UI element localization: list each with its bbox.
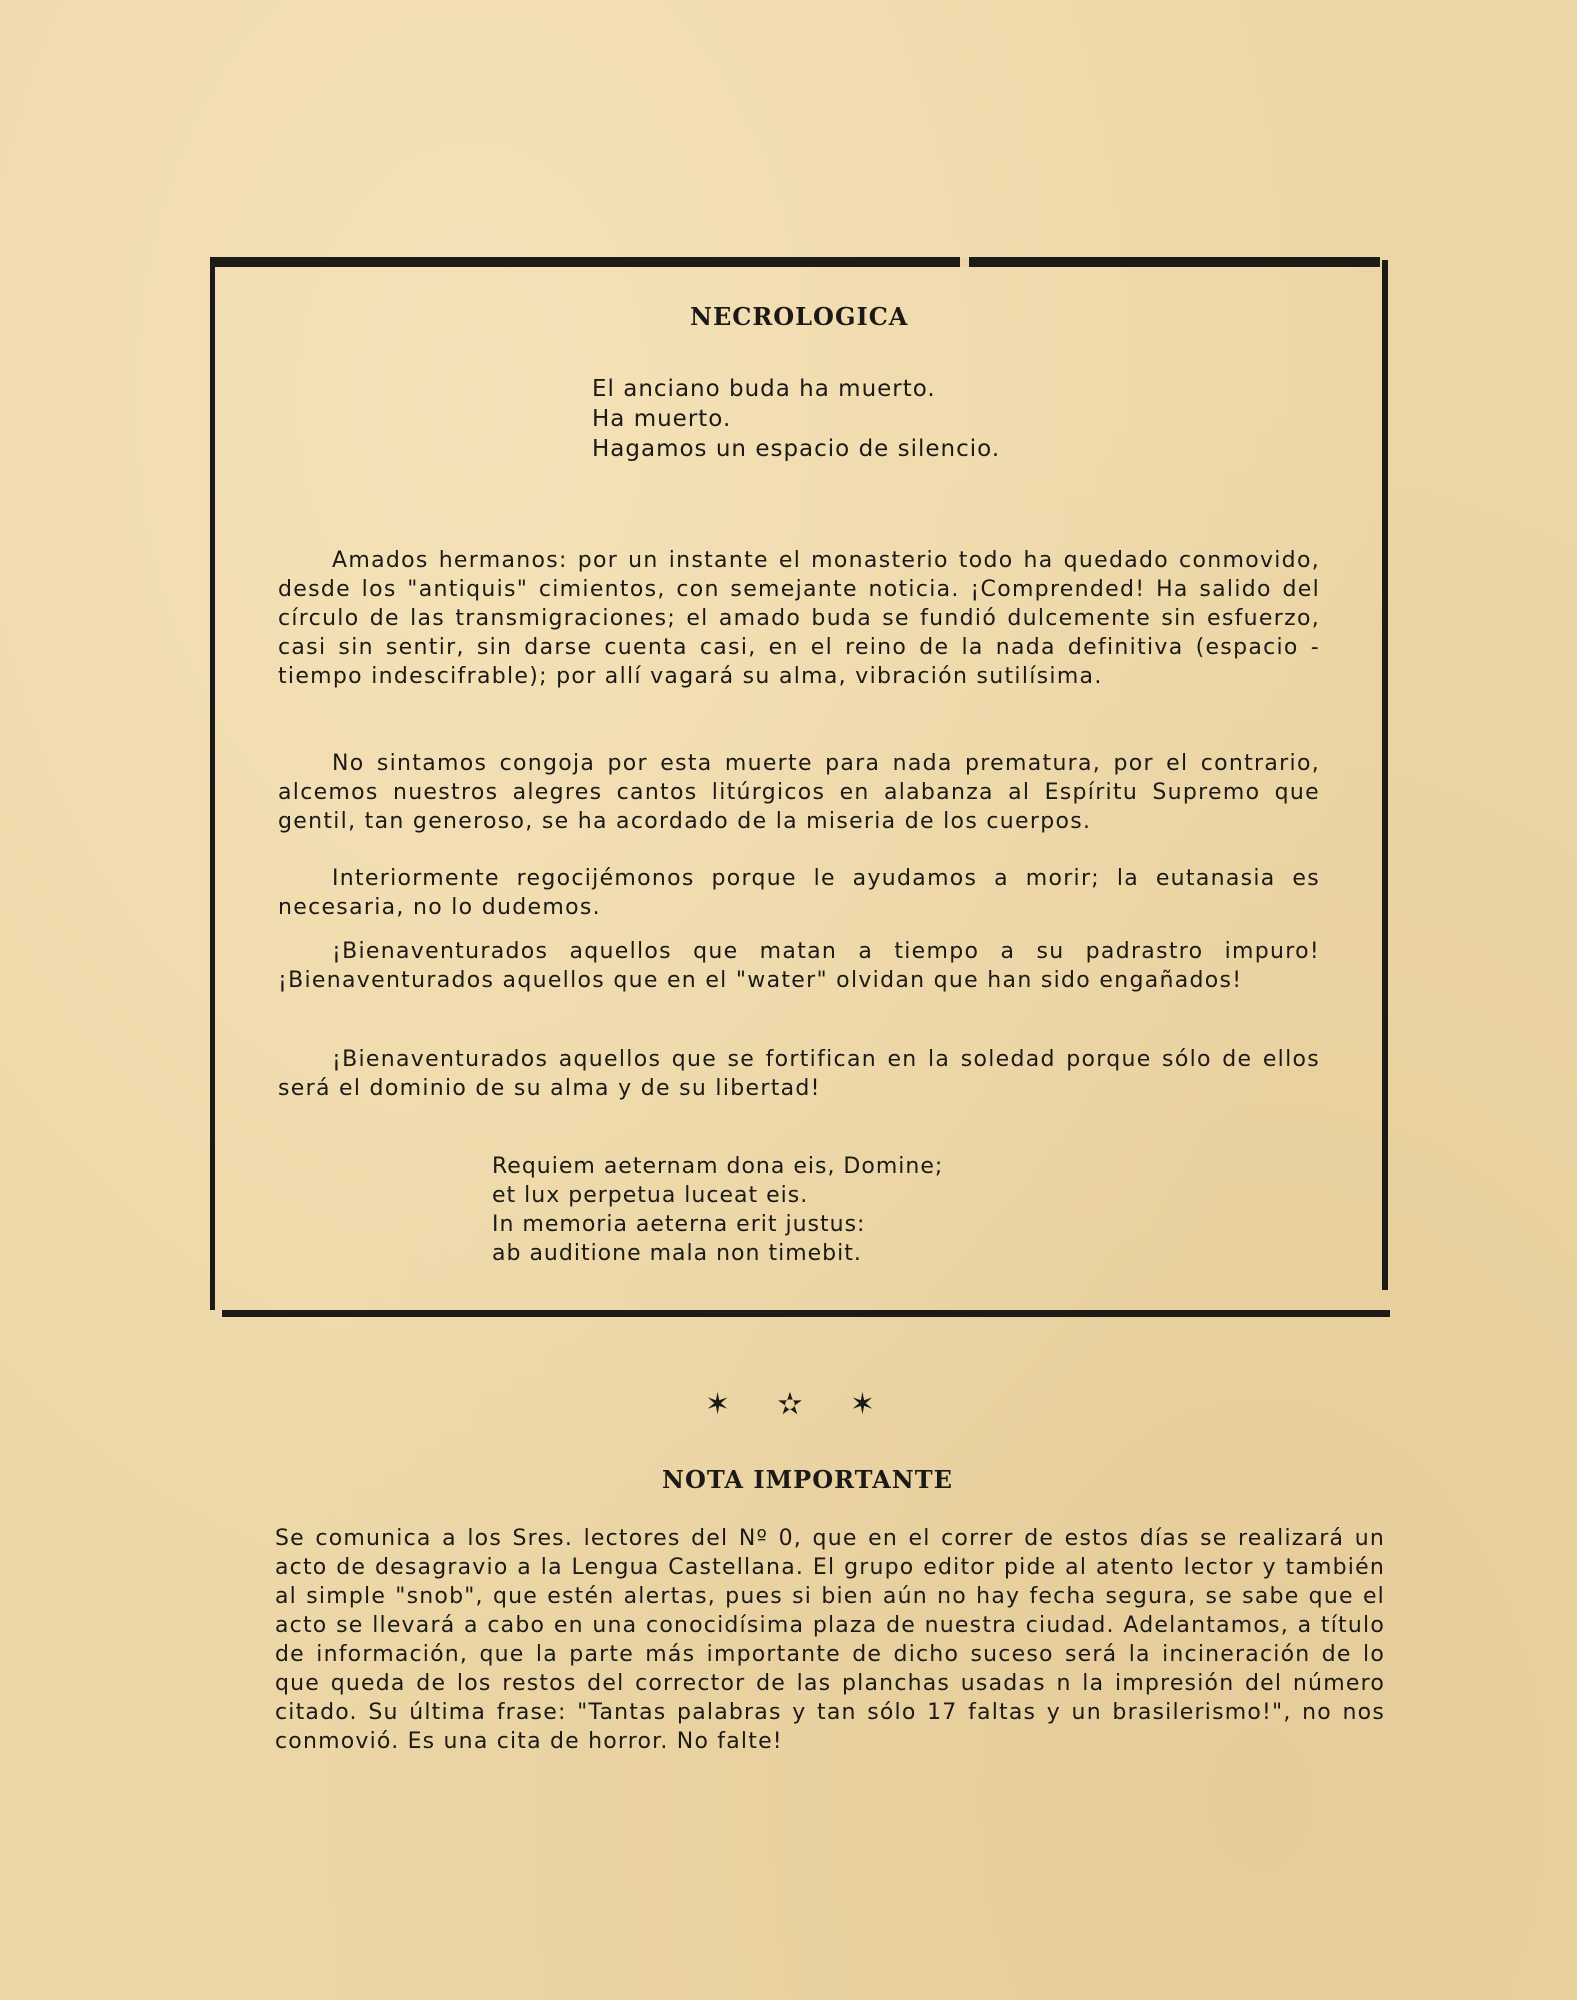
box-top-border bbox=[210, 257, 1380, 267]
verse-line: El anciano buda ha muerto. bbox=[592, 376, 936, 402]
prayer-line: In memoria aeterna erit justus: bbox=[492, 1212, 866, 1237]
star-icon: ✶ bbox=[849, 1387, 875, 1422]
prayer-line: ab auditione mala non timebit. bbox=[492, 1241, 862, 1266]
box-bottom-border bbox=[222, 1310, 1390, 1317]
box-left-border bbox=[210, 260, 215, 1310]
paragraph: Interiormente regocijémonos porque le ayudamos a morir; la eutanasia es necesaria, no lo dudemos. bbox=[278, 866, 1320, 920]
box-right-border bbox=[1382, 260, 1388, 1290]
star-icon: ✶ bbox=[705, 1387, 731, 1422]
verse-line: Ha muerto. bbox=[592, 406, 732, 432]
necrologica-title: NECROLOGICA bbox=[690, 302, 909, 331]
opening-verse bbox=[592, 374, 1000, 464]
prayer-line: et lux perpetua luceat eis. bbox=[492, 1183, 809, 1208]
outline-star-icon: ✫ bbox=[777, 1387, 803, 1422]
nota-paragraph: Se comunica a los Sres. lectores del Nº 0, que en el correr de estos días se realizará un acto de desagravio a la Lengua Castellana. El grupo editor pide al atento lector y también al simple "snob", que estén alertas, pues si bien aún no hay fecha segura, se sabe que el acto se llevará a cabo en una conocidísima plaza de nuestra ciudad. Adelantamos, a título de información, que la parte más importante de dicho suceso será la incineración de lo que queda de los restos del corrector de las planchas usadas n la impresión del número citado. Su última frase: "Tantas palabras y tan sólo 17 faltas y un brasilerismo!", no nos conmovió. Es una cita de horror. No falte! bbox=[275, 1526, 1385, 1754]
paragraph: ¡Bienaventurados aquellos que matan a tiempo a su padrastro impuro! ¡Bienaventurados aquellos que en el "water" olvidan que han sido engañados! bbox=[278, 939, 1320, 993]
verse-line: Hagamos un espacio de silencio. bbox=[592, 436, 1001, 462]
latin-prayer bbox=[492, 1152, 943, 1268]
nota-title: NOTA IMPORTANTE bbox=[662, 1465, 953, 1494]
star-separator bbox=[705, 1387, 875, 1422]
paragraph: No sintamos congoja por esta muerte para nada prematura, por el contrario, alcemos nuestros alegres cantos litúrgicos en alabanza al Espíritu Supremo que gentil, tan generoso, se ha acordado de la miseria de los cuerpos. bbox=[278, 751, 1320, 834]
paragraph: Amados hermanos: por un instante el monasterio todo ha quedado conmovido, desde los "antiquis" cimientos, con semejante noticia. ¡Comprended! Ha salido del círculo de las transmigraciones; el amado buda se fundió dulcemente sin esfuerzo, casi sin sentir, sin darse cuenta casi, en el reino de la nada definitiva (espacio - tiempo indescifrable); por allí vagará su alma, vibración sutilísima. bbox=[278, 548, 1320, 689]
prayer-line: Requiem aeternam dona eis, Domine; bbox=[492, 1154, 944, 1179]
paragraph: ¡Bienaventurados aquellos que se fortifican en la soledad porque sólo de ellos será el dominio de su alma y de su libertad! bbox=[278, 1047, 1320, 1101]
box-top-border-gap bbox=[960, 257, 969, 267]
